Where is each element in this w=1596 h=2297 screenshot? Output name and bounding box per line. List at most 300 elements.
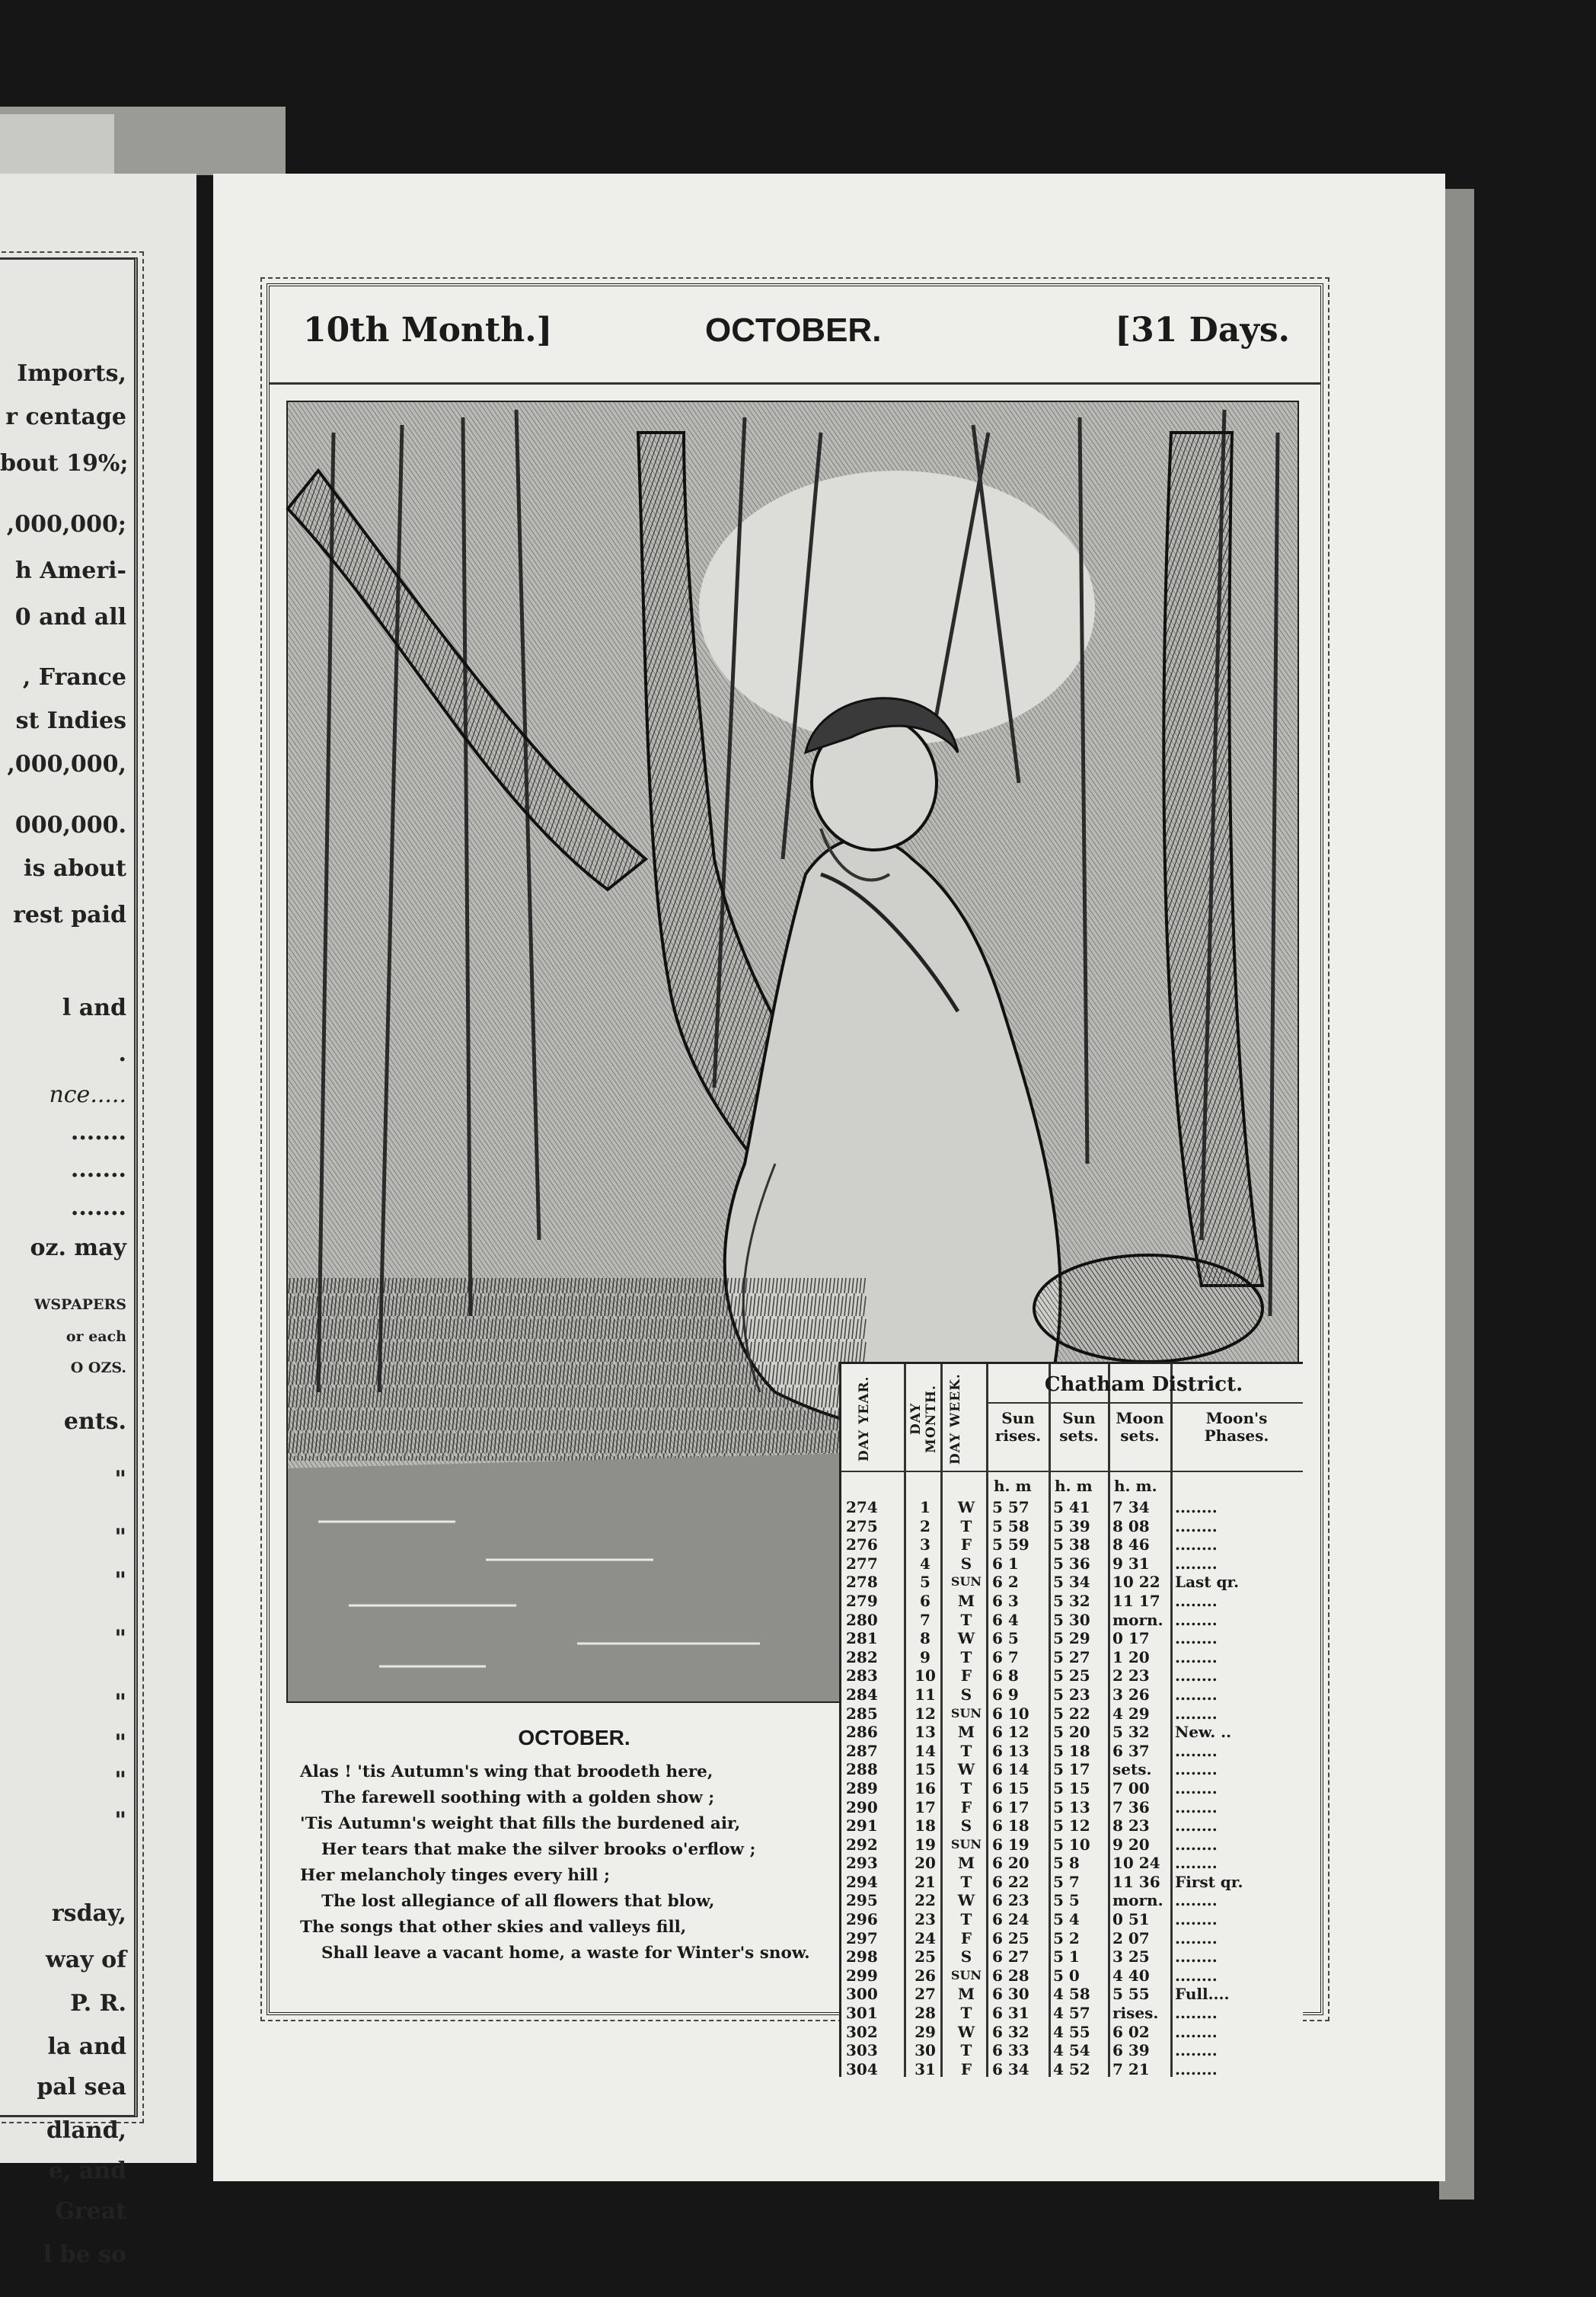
previous-page-frame bbox=[0, 257, 138, 2269]
day-of-year-cell: 290 bbox=[846, 1797, 878, 1816]
district-divider bbox=[986, 1402, 1303, 1404]
poem-line: Shall leave a vacant home, a waste for Winter's snow. bbox=[321, 1944, 810, 1963]
days-count: [31 Days. bbox=[1115, 311, 1290, 350]
day-of-month-cell: 26 bbox=[915, 1966, 936, 1985]
moon-phase-cell: Last qr. bbox=[1175, 1573, 1240, 1592]
moon-phase-cell: ........ bbox=[1175, 1910, 1218, 1929]
almanac-row bbox=[841, 1723, 1303, 1742]
day-of-month-cell: 28 bbox=[915, 2004, 936, 2023]
moon-phase-cell: ........ bbox=[1175, 1610, 1218, 1629]
day-of-month-cell: 23 bbox=[915, 1910, 936, 1929]
sun-sets-cell: 5 10 bbox=[1053, 1835, 1090, 1854]
sun-sets-cell: 5 25 bbox=[1053, 1666, 1090, 1685]
day-of-week-cell: F bbox=[960, 1666, 972, 1685]
previous-page-text-line: pal sea bbox=[37, 2074, 126, 2101]
sun-sets-cell: 5 32 bbox=[1053, 1591, 1090, 1610]
day-of-month-cell: 4 bbox=[920, 1554, 930, 1573]
previous-page-text-line: or each bbox=[65, 1327, 126, 1345]
day-of-week-cell: S bbox=[960, 1816, 972, 1835]
day-of-month-cell: 9 bbox=[920, 1647, 930, 1666]
moon-sets-cell: 6 37 bbox=[1112, 1741, 1150, 1760]
almanac-row bbox=[841, 1947, 1303, 1966]
previous-page-text-line: " bbox=[114, 1567, 126, 1594]
moon-sets-cell: 8 46 bbox=[1112, 1535, 1150, 1554]
day-of-week-cell: T bbox=[960, 2004, 972, 2023]
moon-phase-cell: ........ bbox=[1175, 1704, 1218, 1723]
almanac-row bbox=[841, 1873, 1303, 1892]
moon-phase-cell: ........ bbox=[1175, 1947, 1218, 1966]
poem-line: Alas ! 'tis Autumn's wing that broodeth here, bbox=[300, 1762, 713, 1781]
day-of-month-cell: 13 bbox=[915, 1723, 936, 1742]
almanac-row bbox=[841, 1704, 1303, 1724]
moon-phase-cell: ........ bbox=[1175, 2059, 1218, 2078]
book-spine-edge-light bbox=[0, 114, 114, 174]
previous-page-text-line: Great bbox=[55, 2198, 126, 2225]
sun-rises-cell: 6 32 bbox=[992, 2022, 1029, 2041]
previous-page-text-line: nce..... bbox=[49, 1081, 126, 1108]
day-of-week-cell: T bbox=[960, 1516, 972, 1535]
day-of-month-cell: 17 bbox=[915, 1797, 936, 1816]
moon-phase-cell: New. .. bbox=[1175, 1723, 1232, 1742]
previous-page-text-line: " bbox=[114, 1729, 126, 1756]
day-of-year-cell: 304 bbox=[846, 2059, 878, 2078]
sun-sets-cell: 5 34 bbox=[1053, 1573, 1090, 1592]
day-of-month-cell: 18 bbox=[915, 1816, 936, 1835]
almanac-row bbox=[841, 1891, 1303, 1910]
sun-rises-cell: 6 14 bbox=[992, 1760, 1029, 1779]
day-of-week-cell: M bbox=[957, 1591, 975, 1610]
day-of-year-cell: 280 bbox=[846, 1610, 878, 1629]
day-of-month-cell: 7 bbox=[920, 1610, 930, 1629]
sun-rises-cell: 6 2 bbox=[992, 1573, 1019, 1592]
day-of-week-cell: W bbox=[957, 2022, 975, 2041]
almanac-row bbox=[841, 1985, 1303, 2004]
day-of-year-cell: 298 bbox=[846, 1947, 878, 1966]
col-day-year: DAY YEAR. bbox=[857, 1375, 872, 1462]
day-of-week-cell: M bbox=[957, 1723, 975, 1742]
moon-sets-cell: 0 51 bbox=[1112, 1910, 1150, 1929]
moon-phase-cell: ........ bbox=[1175, 1591, 1218, 1610]
day-of-year-cell: 303 bbox=[846, 2041, 878, 2060]
district-title: Chatham District. bbox=[1044, 1373, 1243, 1396]
day-of-week-cell: F bbox=[960, 2059, 972, 2078]
unit-sun-rises: h. m bbox=[994, 1477, 1032, 1495]
day-of-month-cell: 3 bbox=[920, 1535, 930, 1554]
day-of-week-cell: T bbox=[960, 2041, 972, 2060]
moon-sets-cell: sets. bbox=[1112, 1760, 1152, 1779]
day-of-week-cell: F bbox=[960, 1797, 972, 1816]
sun-sets-cell: 5 39 bbox=[1053, 1516, 1090, 1535]
moon-sets-cell: 2 07 bbox=[1112, 1928, 1150, 1947]
moon-phase-cell: ........ bbox=[1175, 2004, 1218, 2023]
poem-line: The farewell soothing with a golden show ; bbox=[321, 1788, 715, 1807]
almanac-row bbox=[841, 1648, 1303, 1667]
previous-page-text-line: " bbox=[114, 1466, 126, 1493]
moon-phase-cell: ........ bbox=[1175, 1816, 1218, 1835]
day-of-month-cell: 11 bbox=[915, 1685, 936, 1704]
almanac-row bbox=[841, 1910, 1303, 1929]
sun-sets-cell: 5 2 bbox=[1053, 1928, 1080, 1947]
previous-page-text-line: ents. bbox=[63, 1408, 126, 1435]
moon-phase-cell: ........ bbox=[1175, 1928, 1218, 1947]
poem-line: The lost allegiance of all flowers that blow, bbox=[321, 1892, 715, 1911]
moon-sets-cell: 8 08 bbox=[1112, 1516, 1150, 1535]
day-of-month-cell: 24 bbox=[915, 1928, 936, 1947]
moon-sets-cell: 3 26 bbox=[1112, 1685, 1150, 1704]
day-of-year-cell: 275 bbox=[846, 1516, 878, 1535]
poem-line: The songs that other skies and valleys fill, bbox=[300, 1918, 687, 1937]
day-of-week-cell: W bbox=[957, 1891, 975, 1910]
moon-phase-cell: ........ bbox=[1175, 1966, 1218, 1985]
day-of-week-cell: W bbox=[957, 1760, 975, 1779]
previous-page-text-line: e, and bbox=[48, 2158, 126, 2185]
sun-sets-cell: 4 55 bbox=[1053, 2022, 1090, 2041]
day-of-year-cell: 300 bbox=[846, 1985, 878, 2004]
almanac-page bbox=[213, 174, 1445, 2181]
sun-rises-cell: 6 24 bbox=[992, 1910, 1029, 1929]
page-frame bbox=[267, 283, 1323, 2078]
col-sun-sets: Sun sets. bbox=[1059, 1409, 1099, 1445]
moon-phase-cell: ........ bbox=[1175, 1854, 1218, 1873]
almanac-row bbox=[841, 1592, 1303, 1611]
sun-sets-cell: 5 13 bbox=[1053, 1797, 1090, 1816]
sun-rises-cell: 6 30 bbox=[992, 1985, 1029, 2004]
day-of-week-cell: M bbox=[957, 1854, 975, 1873]
sun-rises-cell: 6 25 bbox=[992, 1928, 1029, 1947]
previous-page-text-line: l be so bbox=[43, 2241, 126, 2269]
moon-sets-cell: 3 25 bbox=[1112, 1947, 1150, 1966]
moon-phase-cell: ........ bbox=[1175, 1797, 1218, 1816]
day-of-year-cell: 279 bbox=[846, 1591, 878, 1610]
almanac-row bbox=[841, 1854, 1303, 1873]
sun-rises-cell: 6 34 bbox=[992, 2059, 1029, 2078]
month-header bbox=[270, 286, 1320, 385]
previous-page-text-line: bout 19%; bbox=[0, 450, 129, 478]
moon-sets-cell: 0 17 bbox=[1112, 1629, 1150, 1648]
header-divider bbox=[841, 1471, 1303, 1472]
day-of-year-cell: 289 bbox=[846, 1778, 878, 1797]
moon-sets-cell: 4 40 bbox=[1112, 1966, 1150, 1985]
sun-rises-cell: 6 28 bbox=[992, 1966, 1029, 1985]
day-of-month-cell: 22 bbox=[915, 1891, 936, 1910]
previous-page-text-line: rest paid bbox=[13, 902, 126, 928]
moon-sets-cell: 5 32 bbox=[1112, 1723, 1150, 1742]
col-day-week: DAY WEEK. bbox=[948, 1373, 963, 1465]
day-of-month-cell: 31 bbox=[915, 2059, 936, 2078]
almanac-table bbox=[839, 1362, 1303, 2077]
unit-moon-sets: h. m. bbox=[1114, 1477, 1157, 1495]
day-of-week-cell: W bbox=[957, 1498, 975, 1516]
moon-sets-cell: rises. bbox=[1112, 2004, 1159, 2023]
moon-phase-cell: ........ bbox=[1175, 1647, 1218, 1666]
day-of-year-cell: 293 bbox=[846, 1854, 878, 1873]
almanac-row bbox=[841, 1498, 1303, 1517]
moon-sets-cell: 5 55 bbox=[1112, 1985, 1150, 2004]
poem-line: Her melancholy tinges every hill ; bbox=[300, 1866, 610, 1885]
previous-page-text-line: " bbox=[114, 1767, 126, 1794]
day-of-week-cell: T bbox=[960, 1778, 972, 1797]
previous-page-text-line: ,000,000; bbox=[6, 511, 126, 538]
previous-page-text-line: st Indies bbox=[15, 708, 126, 735]
previous-page-text-line: " bbox=[114, 1524, 126, 1551]
day-of-year-cell: 301 bbox=[846, 2004, 878, 2023]
sun-rises-cell: 6 20 bbox=[992, 1854, 1029, 1873]
day-of-month-cell: 20 bbox=[915, 1854, 936, 1873]
day-of-month-cell: 29 bbox=[915, 2022, 936, 2041]
moon-phase-cell: ........ bbox=[1175, 2041, 1218, 2060]
sun-rises-cell: 6 22 bbox=[992, 1872, 1029, 1891]
moon-phase-cell: ........ bbox=[1175, 1891, 1218, 1910]
day-of-week-cell: W bbox=[957, 1629, 975, 1648]
day-of-year-cell: 299 bbox=[846, 1966, 878, 1985]
day-of-week-cell: S bbox=[960, 1947, 972, 1966]
day-of-month-cell: 27 bbox=[915, 1985, 936, 2004]
moon-phase-cell: ........ bbox=[1175, 2022, 1218, 2041]
sun-rises-cell: 6 18 bbox=[992, 1816, 1029, 1835]
almanac-row bbox=[841, 1929, 1303, 1948]
almanac-row bbox=[841, 1835, 1303, 1855]
almanac-row bbox=[841, 2023, 1303, 2042]
sun-sets-cell: 5 8 bbox=[1053, 1854, 1080, 1873]
day-of-year-cell: 296 bbox=[846, 1910, 878, 1929]
moon-phase-cell: ........ bbox=[1175, 1685, 1218, 1704]
day-of-year-cell: 297 bbox=[846, 1928, 878, 1947]
day-of-year-cell: 284 bbox=[846, 1685, 878, 1704]
moon-sets-cell: 7 36 bbox=[1112, 1797, 1150, 1816]
previous-page-text-line: ,000,000, bbox=[7, 751, 126, 778]
month-number: 10th Month.] bbox=[303, 311, 553, 350]
almanac-row bbox=[841, 1611, 1303, 1630]
col-moon-sets: Moon sets. bbox=[1116, 1409, 1164, 1445]
day-of-week-cell: T bbox=[960, 1910, 972, 1929]
sun-sets-cell: 5 41 bbox=[1053, 1498, 1090, 1516]
day-of-week-cell: T bbox=[960, 1872, 972, 1891]
sun-sets-cell: 4 58 bbox=[1053, 1985, 1090, 2004]
sun-rises-cell: 6 31 bbox=[992, 2004, 1029, 2023]
day-of-month-cell: 14 bbox=[915, 1741, 936, 1760]
previous-page-text-line: is about bbox=[24, 855, 126, 883]
previous-page-text-line: 000,000. bbox=[14, 812, 126, 839]
day-of-week-cell: S bbox=[960, 1685, 972, 1704]
day-of-year-cell: 277 bbox=[846, 1554, 878, 1573]
day-of-month-cell: 25 bbox=[915, 1947, 936, 1966]
sun-sets-cell: 5 5 bbox=[1053, 1891, 1080, 1910]
day-of-week-cell: SUN bbox=[950, 1705, 982, 1720]
col-day-month: DAY MONTH. bbox=[908, 1385, 939, 1453]
moon-phase-cell: ........ bbox=[1175, 1554, 1218, 1573]
day-of-year-cell: 283 bbox=[846, 1666, 878, 1685]
day-of-week-cell: M bbox=[957, 1985, 975, 2004]
day-of-month-cell: 12 bbox=[915, 1704, 936, 1723]
col-moon-phases: Moon's Phases. bbox=[1204, 1409, 1269, 1445]
almanac-row bbox=[841, 1779, 1303, 1798]
previous-page-text-line: ....... bbox=[70, 1156, 126, 1184]
day-of-year-cell: 295 bbox=[846, 1891, 878, 1910]
moon-phase-cell: ........ bbox=[1175, 1666, 1218, 1685]
almanac-row bbox=[841, 1666, 1303, 1685]
moon-sets-cell: 7 21 bbox=[1112, 2059, 1150, 2078]
moon-sets-cell: 2 23 bbox=[1112, 1666, 1150, 1685]
almanac-row bbox=[841, 2004, 1303, 2023]
day-of-month-cell: 1 bbox=[920, 1498, 930, 1516]
almanac-row bbox=[841, 1554, 1303, 1573]
previous-page-text-line: la and bbox=[47, 2033, 126, 2060]
moon-phase-cell: ........ bbox=[1175, 1835, 1218, 1854]
sun-rises-cell: 6 19 bbox=[992, 1835, 1029, 1854]
previous-page-text-line: oz. may bbox=[30, 1235, 126, 1261]
previous-page-text-line: ....... bbox=[70, 1119, 126, 1145]
previous-page-text-line: rsday, bbox=[51, 1900, 126, 1927]
previous-page-text-line: Imports, bbox=[17, 360, 126, 388]
sun-rises-cell: 6 33 bbox=[992, 2041, 1029, 2060]
moon-phase-cell: ........ bbox=[1175, 1516, 1218, 1535]
day-of-year-cell: 287 bbox=[846, 1741, 878, 1760]
sun-sets-cell: 4 54 bbox=[1053, 2041, 1090, 2060]
almanac-row bbox=[841, 1742, 1303, 1761]
moon-sets-cell: 11 17 bbox=[1112, 1591, 1160, 1610]
moon-sets-cell: 8 23 bbox=[1112, 1816, 1150, 1835]
day-of-month-cell: 30 bbox=[915, 2041, 936, 2060]
day-of-week-cell: SUN bbox=[950, 1574, 982, 1589]
day-of-year-cell: 294 bbox=[846, 1872, 878, 1891]
almanac-row bbox=[841, 1573, 1303, 1592]
moon-sets-cell: morn. bbox=[1112, 1610, 1163, 1629]
moon-sets-cell: morn. bbox=[1112, 1891, 1163, 1910]
sun-sets-cell: 5 17 bbox=[1053, 1760, 1090, 1779]
day-of-year-cell: 302 bbox=[846, 2022, 878, 2041]
almanac-rows bbox=[841, 1498, 1303, 2078]
sun-rises-cell: 5 57 bbox=[992, 1498, 1029, 1516]
day-of-month-cell: 5 bbox=[920, 1573, 930, 1592]
day-of-month-cell: 15 bbox=[915, 1760, 936, 1779]
sun-rises-cell: 6 9 bbox=[992, 1685, 1019, 1704]
day-of-year-cell: 292 bbox=[846, 1835, 878, 1854]
previous-page-text-line: way of bbox=[45, 1946, 126, 1973]
sun-sets-cell: 5 7 bbox=[1053, 1872, 1080, 1891]
sun-sets-cell: 5 1 bbox=[1053, 1947, 1080, 1966]
sun-sets-cell: 4 52 bbox=[1053, 2059, 1090, 2078]
moon-phase-cell: Full.... bbox=[1175, 1985, 1230, 2004]
sun-rises-cell: 6 7 bbox=[992, 1647, 1019, 1666]
previous-page-text-line: ....... bbox=[70, 1193, 126, 1221]
moon-sets-cell: 10 22 bbox=[1112, 1573, 1160, 1592]
sun-rises-cell: 6 17 bbox=[992, 1797, 1029, 1816]
previous-page-text-line: WSPAPERS bbox=[34, 1295, 126, 1313]
sun-rises-cell: 6 12 bbox=[992, 1723, 1029, 1742]
sun-sets-cell: 5 27 bbox=[1053, 1647, 1090, 1666]
moon-sets-cell: 9 31 bbox=[1112, 1554, 1150, 1573]
day-of-month-cell: 10 bbox=[915, 1666, 936, 1685]
day-of-week-cell: SUN bbox=[950, 1836, 982, 1851]
previous-page-text-line: 0 and all bbox=[14, 603, 126, 631]
sun-sets-cell: 5 15 bbox=[1053, 1778, 1090, 1797]
sun-sets-cell: 5 38 bbox=[1053, 1535, 1090, 1554]
sun-sets-cell: 5 0 bbox=[1053, 1966, 1080, 1985]
previous-page-text-line: , France bbox=[22, 664, 126, 692]
almanac-row bbox=[841, 1629, 1303, 1648]
sun-rises-cell: 6 4 bbox=[992, 1610, 1019, 1629]
moon-phase-cell: ........ bbox=[1175, 1535, 1218, 1554]
sun-sets-cell: 5 4 bbox=[1053, 1910, 1080, 1929]
moon-phase-cell: ........ bbox=[1175, 1760, 1218, 1779]
day-of-month-cell: 8 bbox=[920, 1629, 930, 1648]
moon-sets-cell: 10 24 bbox=[1112, 1854, 1160, 1873]
day-of-week-cell: T bbox=[960, 1647, 972, 1666]
poem-line: 'Tis Autumn's weight that fills the burdened air, bbox=[300, 1814, 741, 1833]
almanac-row bbox=[841, 1798, 1303, 1817]
unit-sun-sets: h. m bbox=[1055, 1477, 1093, 1495]
day-of-month-cell: 21 bbox=[915, 1872, 936, 1891]
previous-page-text-line: " bbox=[114, 1807, 126, 1835]
day-of-year-cell: 286 bbox=[846, 1723, 878, 1742]
sun-rises-cell: 6 13 bbox=[992, 1741, 1029, 1760]
almanac-row bbox=[841, 2060, 1303, 2079]
day-of-year-cell: 274 bbox=[846, 1498, 878, 1516]
day-of-week-cell: SUN bbox=[950, 1967, 982, 1982]
moon-sets-cell: 7 34 bbox=[1112, 1498, 1150, 1516]
sun-sets-cell: 5 23 bbox=[1053, 1685, 1090, 1704]
day-of-year-cell: 288 bbox=[846, 1760, 878, 1779]
moon-phase-cell: ........ bbox=[1175, 1498, 1218, 1516]
moon-sets-cell: 6 02 bbox=[1112, 2022, 1150, 2041]
sun-rises-cell: 6 1 bbox=[992, 1554, 1019, 1573]
sun-sets-cell: 5 36 bbox=[1053, 1554, 1090, 1573]
almanac-row bbox=[841, 1517, 1303, 1536]
almanac-row bbox=[841, 1685, 1303, 1704]
day-of-month-cell: 2 bbox=[920, 1516, 930, 1535]
day-of-week-cell: T bbox=[960, 1741, 972, 1760]
poem bbox=[300, 1726, 848, 1966]
sun-rises-cell: 6 8 bbox=[992, 1666, 1019, 1685]
day-of-year-cell: 278 bbox=[846, 1573, 878, 1592]
sun-sets-cell: 5 30 bbox=[1053, 1610, 1090, 1629]
moon-phase-cell: First qr. bbox=[1175, 1872, 1243, 1891]
almanac-row bbox=[841, 1816, 1303, 1835]
almanac-row bbox=[841, 1760, 1303, 1779]
previous-page-text-line: r centage bbox=[5, 404, 126, 431]
day-of-month-cell: 19 bbox=[915, 1835, 936, 1854]
previous-page-text-line: dland, bbox=[46, 2117, 126, 2144]
almanac-row bbox=[841, 1966, 1303, 1986]
poem-title: OCTOBER. bbox=[518, 1726, 630, 1749]
previous-page-text-line: " bbox=[114, 1688, 126, 1716]
sun-sets-cell: 5 12 bbox=[1053, 1816, 1090, 1835]
day-of-year-cell: 282 bbox=[846, 1647, 878, 1666]
previous-page-text-line: . bbox=[118, 1040, 126, 1068]
almanac-row bbox=[841, 2041, 1303, 2060]
moon-sets-cell: 9 20 bbox=[1112, 1835, 1150, 1854]
sun-rises-cell: 6 23 bbox=[992, 1891, 1029, 1910]
moon-sets-cell: 6 39 bbox=[1112, 2041, 1150, 2060]
moon-sets-cell: 4 29 bbox=[1112, 1704, 1150, 1723]
day-of-year-cell: 291 bbox=[846, 1816, 878, 1835]
moon-phase-cell: ........ bbox=[1175, 1778, 1218, 1797]
day-of-week-cell: F bbox=[960, 1535, 972, 1554]
previous-page-text-line: " bbox=[114, 1625, 126, 1652]
almanac-row bbox=[841, 1535, 1303, 1554]
day-of-year-cell: 281 bbox=[846, 1629, 878, 1648]
poem-line: Her tears that make the silver brooks o'erflow ; bbox=[321, 1840, 756, 1859]
sun-sets-cell: 4 57 bbox=[1053, 2004, 1090, 2023]
sun-rises-cell: 6 3 bbox=[992, 1591, 1019, 1610]
sun-sets-cell: 5 29 bbox=[1053, 1629, 1090, 1648]
previous-page-text-line: P. R. bbox=[70, 1989, 126, 2017]
day-of-month-cell: 6 bbox=[920, 1591, 930, 1610]
sun-rises-cell: 6 10 bbox=[992, 1704, 1029, 1723]
col-sun-rises: Sun rises. bbox=[994, 1409, 1042, 1445]
previous-page-text-line: l and bbox=[62, 994, 126, 1021]
moon-sets-cell: 1 20 bbox=[1112, 1647, 1150, 1666]
